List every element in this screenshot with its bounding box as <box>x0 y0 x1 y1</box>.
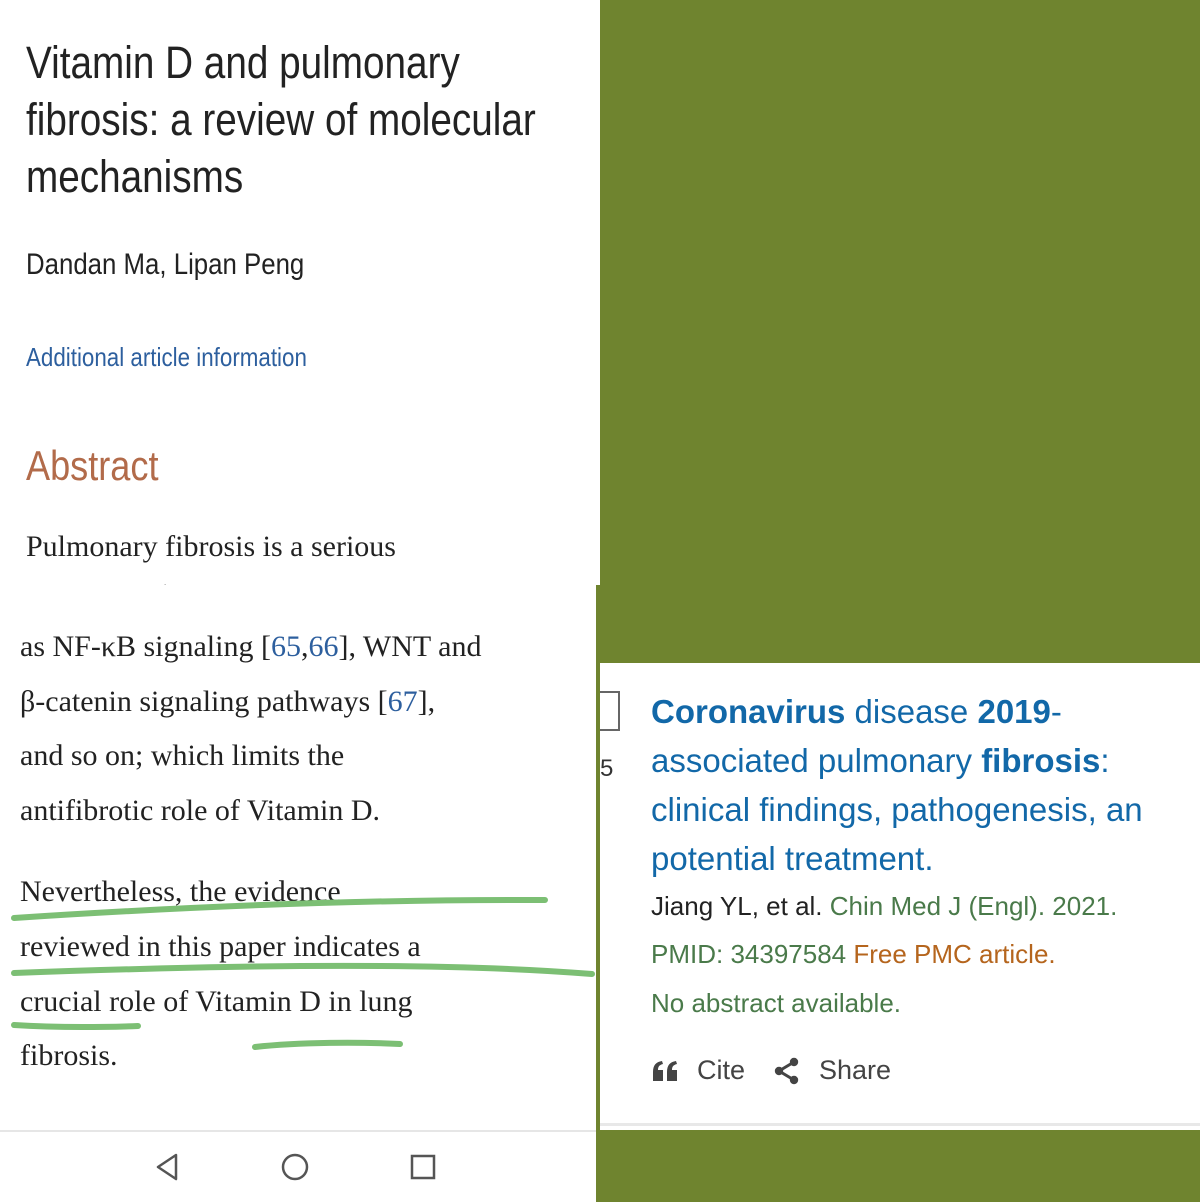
body-line-5: Nevertheless, the evidence <box>20 875 341 908</box>
article-header-panel <box>0 0 600 585</box>
abstract-first-line: Pulmonary fibrosis is a serious <box>26 530 396 563</box>
title-bold-term: 2019 <box>977 693 1051 730</box>
article-authors: Dandan Ma, Lipan Peng <box>26 248 305 281</box>
body-line-3: and so on; which limits the <box>20 739 345 772</box>
result-citation-line <box>651 891 1117 922</box>
share-button[interactable] <box>773 1055 891 1086</box>
result-select-checkbox[interactable] <box>600 691 620 731</box>
no-abstract-note: No abstract available. <box>651 988 902 1018</box>
result-pmid: PMID: 34397584 <box>651 939 847 969</box>
android-navigation-bar <box>0 1130 596 1202</box>
body-text: ], <box>417 685 436 718</box>
reference-link-66[interactable]: 66 <box>308 630 339 663</box>
result-journal: Chin Med J (Engl). 2021. <box>829 891 1118 921</box>
body-line-6: reviewed in this paper indicates a <box>20 930 421 963</box>
additional-article-info-link[interactable]: Additional article information <box>26 342 307 372</box>
body-text: , <box>300 630 309 663</box>
article-title: Vitamin D and pulmonary fibrosis: a review of molecular mechanisms <box>26 37 536 202</box>
result-number: 5 <box>600 755 614 782</box>
title-text: - <box>1050 693 1062 730</box>
result-title-link[interactable] <box>651 687 1200 883</box>
title-bold-term: fibrosis <box>981 742 1101 779</box>
quote-icon <box>651 1059 681 1083</box>
body-line-7: crucial role of Vitamin D in lung <box>20 985 413 1018</box>
recents-square-icon[interactable] <box>406 1150 440 1184</box>
body-text: ], WNT and <box>338 630 482 663</box>
reference-link-67[interactable]: 67 <box>387 685 418 718</box>
highlight-underlines <box>0 585 596 1130</box>
title-text: : <box>1100 742 1110 779</box>
cite-button[interactable] <box>651 1055 745 1086</box>
result-id-line <box>651 939 1056 970</box>
title-bold-term: Coronavirus <box>651 693 846 730</box>
abstract-heading: Abstract <box>26 442 159 489</box>
share-icon <box>773 1057 801 1085</box>
back-triangle-icon[interactable] <box>150 1150 184 1184</box>
article-body-panel <box>0 585 596 1130</box>
body-text: as NF-κB signaling [ <box>20 630 271 663</box>
share-label: Share <box>819 1055 892 1085</box>
title-text: associated pulmonary <box>651 742 982 779</box>
reference-link-65[interactable]: 65 <box>270 630 301 663</box>
body-text: β-catenin signaling pathways [ <box>20 685 388 718</box>
result-authors: Jiang YL, et al. <box>651 891 823 921</box>
search-result-card <box>600 663 1200 1130</box>
body-line-4: antifibrotic role of Vitamin D. <box>20 794 381 827</box>
body-line-8: fibrosis. <box>20 1039 118 1072</box>
title-text: potential treatment. <box>651 840 934 877</box>
title-text: disease <box>845 693 978 730</box>
home-circle-icon[interactable] <box>278 1150 312 1184</box>
torn-text-strip <box>20 577 580 585</box>
cite-label: Cite <box>697 1055 746 1085</box>
free-pmc-badge: Free PMC article. <box>853 939 1056 969</box>
title-text: clinical findings, pathogenesis, an <box>651 791 1143 828</box>
result-divider <box>600 1123 1200 1126</box>
